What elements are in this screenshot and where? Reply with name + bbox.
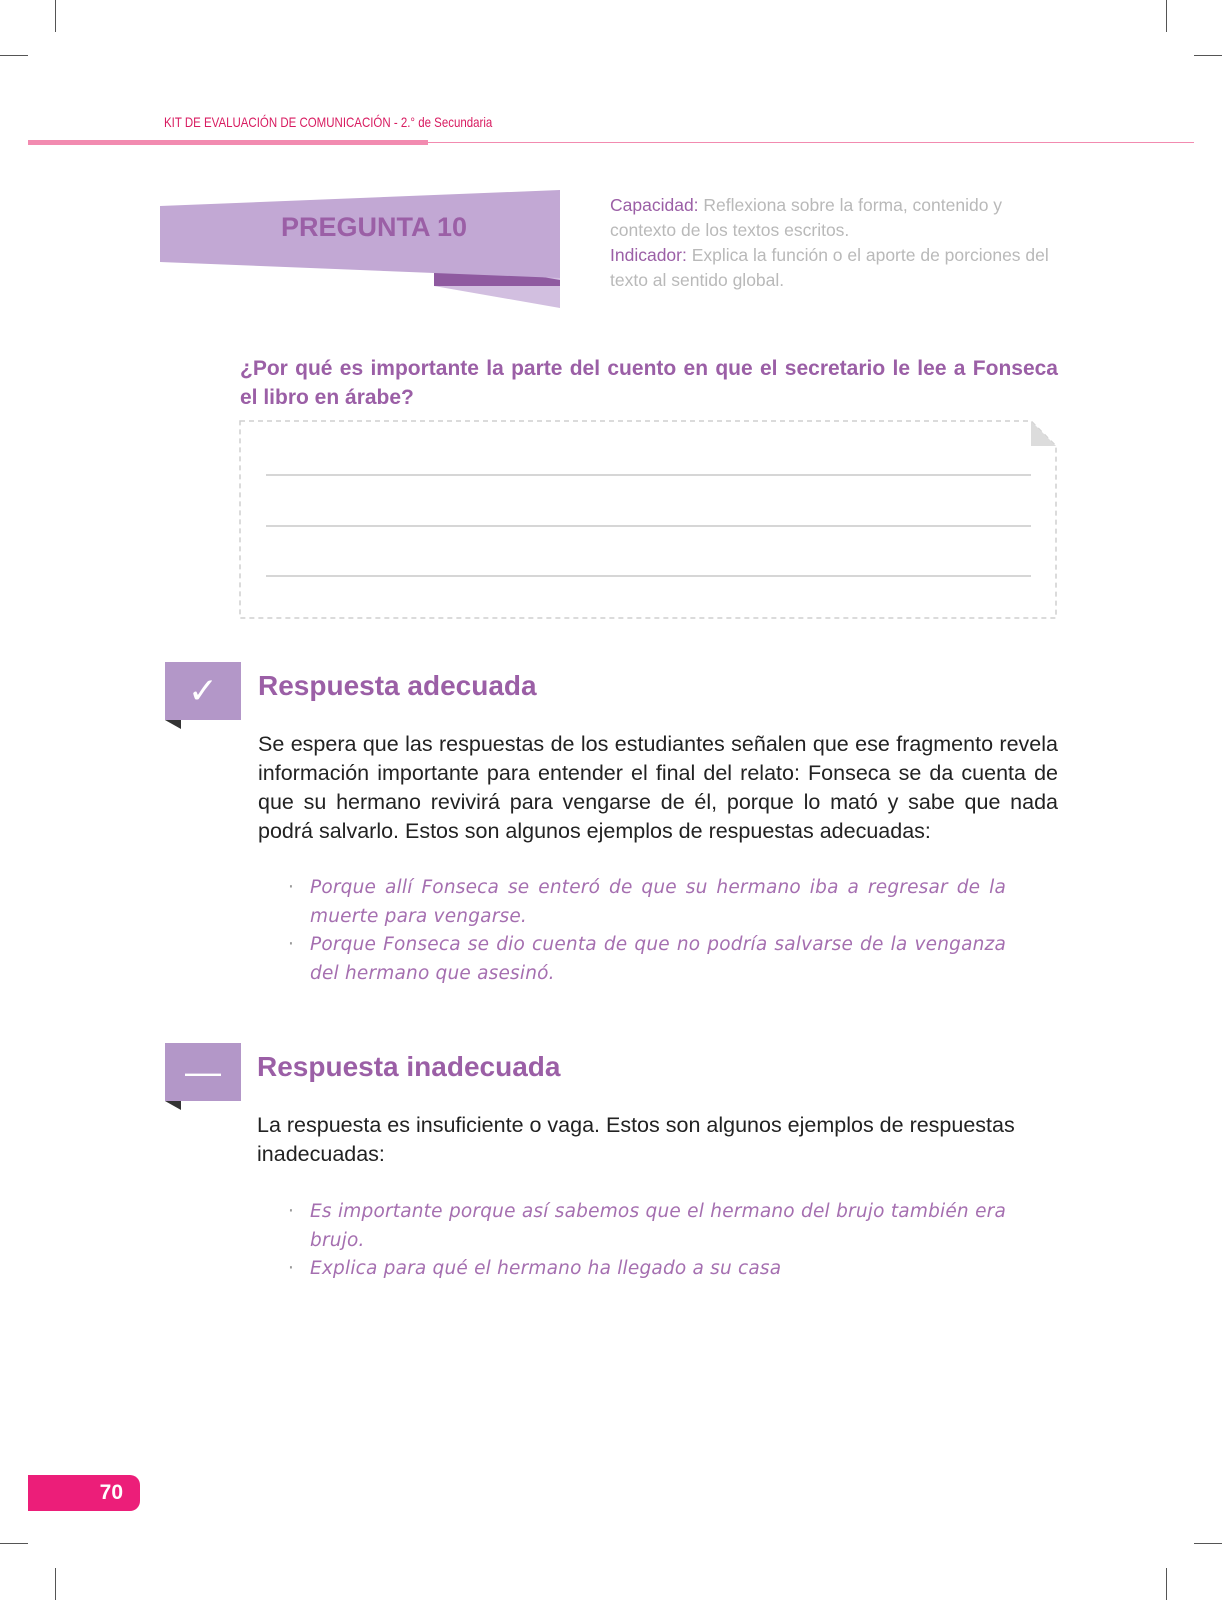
answer-box[interactable] [239,420,1057,619]
crop-mark [0,55,28,56]
inadequate-examples [288,1198,1006,1284]
header-rule-thin [28,142,1194,143]
capacidad-label: Capacidad: [610,195,699,215]
crop-mark [55,1568,56,1600]
crop-mark [1166,0,1167,32]
check-icon: ✓ [165,662,241,720]
icon-fold [165,720,181,729]
crop-mark [0,1543,28,1544]
question-text: ¿Por qué es importante la parte del cuento en que el secretario le lee a Fonseca el libro en árabe? [240,357,1058,409]
list-item: · Explica para qué el hermano ha llegado a su casa [288,1255,1006,1284]
adequate-examples [288,874,1006,988]
page-number: 70 [99,1481,123,1504]
question-number: PREGUNTA 10 [280,212,468,242]
list-item: · Es importante porque así sabemos que el hermano del brujo también era brujo. [288,1198,1006,1255]
capacidad-text: Reflexiona sobre la forma, contenido y contexto de los textos escritos. [610,195,1003,240]
indicador-text: Explica la función o el aporte de porciones del texto al sentido global. [610,245,1049,290]
dash-icon: — [165,1043,241,1101]
question-banner [160,190,560,310]
list-item: · Porque Fonseca se dio cuenta de que no podría salvarse de la venganza del hermano que asesinó. [288,931,1006,988]
crop-mark [1194,1543,1222,1544]
icon-fold [165,1101,181,1110]
list-item: · Porque allí Fonseca se enteró de que su hermano iba a regresar de la muerte para vengarse. [288,874,1006,931]
inadequate-body: La respuesta es insuficiente o vaga. Estos son algunos ejemplos de respuestas inadecuadas: [257,1113,1015,1166]
indicador-label: Indicador: [610,245,687,265]
adequate-body: Se espera que las respuestas de los estudiantes señalen que ese fragmento revela información importante para entender el final del relato: Fonseca se da cuenta de que su hermano revivirá para vengarse de él, porque lo mató y sabe que nada podrá salvarlo. Estos son algunos ejemplos de respuestas adecuadas: [258,732,1058,843]
adequate-title: Respuesta adecuada [258,670,537,701]
crop-mark [55,0,56,32]
kit-header-title: KIT DE EVALUACIÓN DE COMUNICACIÓN - 2.° de Secundaria [164,114,493,130]
crop-mark [1166,1568,1167,1600]
crop-mark [1194,55,1222,56]
capacity-block [610,193,1050,293]
inadequate-title: Respuesta inadecuada [257,1051,561,1082]
